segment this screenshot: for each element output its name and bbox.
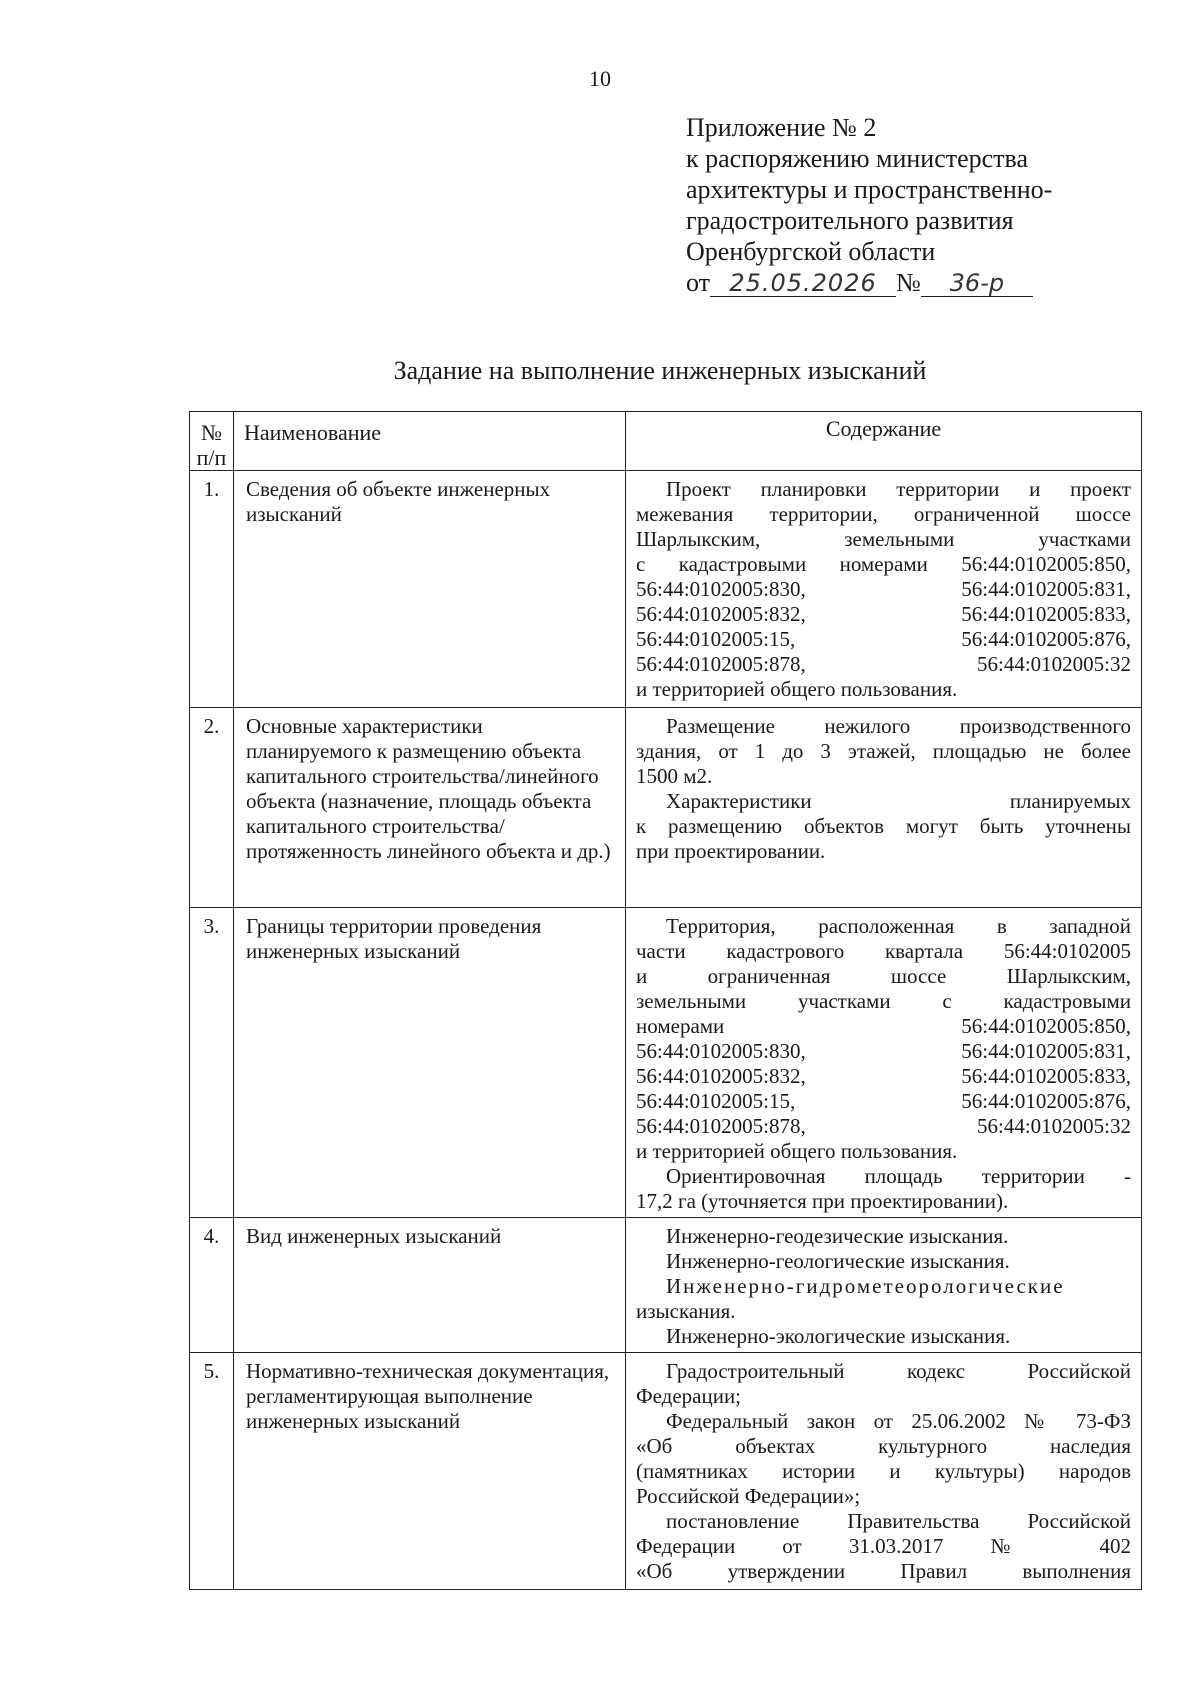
content-line: 56:44:0102005:15, 56:44:0102005:876, xyxy=(636,1089,1131,1113)
content-line: 56:44:0102005:15, 56:44:0102005:876, xyxy=(636,627,1131,651)
content-line: Проект планировки территории и проект xyxy=(666,477,1131,501)
content-line: 56:44:0102005:878, 56:44:0102005:32 xyxy=(636,652,1131,676)
table-row xyxy=(190,708,1142,908)
document-title: Задание на выполнение инженерных изысканий xyxy=(393,356,927,385)
header-num: № п/п xyxy=(190,412,234,471)
table-row xyxy=(190,471,1142,708)
content-line: Инженерно-гидрометеорологические xyxy=(666,1274,1065,1298)
table-row xyxy=(190,1353,1142,1590)
row-number: 5. xyxy=(190,1353,234,1590)
content-line: к размещению объектов могут быть уточнены xyxy=(636,814,1131,838)
table-header-row xyxy=(190,412,1142,471)
content-line: земельными участками с кадастровыми xyxy=(636,989,1131,1013)
content-line: постановление Правительства Российской xyxy=(666,1509,1131,1533)
content-line: Размещение нежилого производственного xyxy=(666,714,1131,738)
handwritten-number: 36-р xyxy=(921,270,1033,297)
content-line: 56:44:0102005:832, 56:44:0102005:833, xyxy=(636,602,1131,626)
page-number: 10 xyxy=(589,66,611,91)
content-line: при проектировании. xyxy=(636,839,826,863)
header-content: Содержание xyxy=(626,412,1142,471)
row-content xyxy=(626,908,1142,1218)
header-name: Наименование xyxy=(234,412,626,471)
content-line: Характеристики планируемых xyxy=(666,789,1131,813)
content-line: Российской Федерации»; xyxy=(636,1484,861,1508)
appendix-line: Оренбургской области xyxy=(686,237,936,266)
row-content xyxy=(626,1353,1142,1590)
content-line: 17,2 га (уточняется при проектировании). xyxy=(636,1189,1009,1213)
content-line: Территория, расположенная в западной xyxy=(666,914,1131,938)
content-line: изыскания. xyxy=(636,1299,736,1323)
content-line: 1500 м2. xyxy=(636,764,713,788)
content-line: 56:44:0102005:878, 56:44:0102005:32 xyxy=(636,1114,1131,1138)
content-line: Шарлыкским, земельными участками xyxy=(636,527,1131,551)
row-name: Сведения об объекте инженерных изысканий xyxy=(234,471,626,708)
number-label: № xyxy=(896,268,921,297)
content-line: Федерации; xyxy=(636,1384,742,1408)
handwritten-date: 25.05.2026 xyxy=(710,270,896,297)
content-line: 56:44:0102005:830, 56:44:0102005:831, xyxy=(636,577,1131,601)
row-name: Вид инженерных изысканий xyxy=(234,1218,626,1353)
content-line: Ориентировочная площадь территории - xyxy=(666,1164,1131,1188)
date-number-line xyxy=(686,267,1052,298)
row-content xyxy=(626,1218,1142,1353)
row-number: 3. xyxy=(190,908,234,1218)
content-line: 56:44:0102005:830, 56:44:0102005:831, xyxy=(636,1039,1131,1063)
row-content xyxy=(626,708,1142,908)
content-line: здания, от 1 до 3 этажей, площадью не более xyxy=(636,739,1131,763)
content-line: Инженерно-геодезические изыскания. xyxy=(666,1224,1009,1248)
content-line: межевания территории, ограниченной шоссе xyxy=(636,502,1131,526)
row-content xyxy=(626,471,1142,708)
content-line: номерами 56:44:0102005:850, xyxy=(636,1014,1131,1038)
content-line: Инженерно-экологические изыскания. xyxy=(666,1324,1011,1348)
appendix-line: градостроительного развития xyxy=(686,206,1014,235)
content-line: Инженерно-геологические изыскания. xyxy=(666,1249,1010,1273)
content-line: с кадастровыми номерами 56:44:0102005:850, xyxy=(636,552,1131,576)
appendix-line: архитектуры и пространственно- xyxy=(686,175,1053,204)
content-line: и территорией общего пользования. xyxy=(636,1139,958,1163)
requirements-table xyxy=(189,411,1142,1590)
content-line: части кадастрового квартала 56:44:0102005 xyxy=(636,939,1131,963)
content-line: и ограниченная шоссе Шарлыкским, xyxy=(636,964,1131,988)
row-name: Границы территории проведения инженерных изысканий xyxy=(234,908,626,1218)
content-line: «Об утверждении Правил выполнения xyxy=(636,1559,1131,1583)
content-line: 56:44:0102005:832, 56:44:0102005:833, xyxy=(636,1064,1131,1088)
content-line: Федерации от 31.03.2017 № 402 xyxy=(636,1534,1131,1558)
content-line: «Об объектах культурного наследия xyxy=(636,1434,1131,1458)
row-number: 1. xyxy=(190,471,234,708)
appendix-block xyxy=(686,112,1052,298)
table-row xyxy=(190,908,1142,1218)
row-name: Основные характеристики планируемого к размещению объекта капитального строительства/линейного объекта (назначение, площадь объекта капитального строительства/протяженность линейного объекта и др.) xyxy=(234,708,626,908)
appendix-line: к распоряжению министерства xyxy=(686,144,1029,173)
content-line: Градостроительный кодекс Российской xyxy=(666,1359,1131,1383)
content-line: и территорией общего пользования. xyxy=(636,677,958,701)
content-line: Федеральный закон от 25.06.2002 № 73-ФЗ xyxy=(666,1409,1131,1433)
content-line: (памятниках истории и культуры) народов xyxy=(636,1459,1131,1483)
row-number: 2. xyxy=(190,708,234,908)
row-number: 4. xyxy=(190,1218,234,1353)
row-name: Нормативно-техническая документация, регламентирующая выполнение инженерных изысканий xyxy=(234,1353,626,1590)
date-prefix: от xyxy=(686,268,711,297)
appendix-line: Приложение № 2 xyxy=(686,113,877,142)
table-row xyxy=(190,1218,1142,1353)
